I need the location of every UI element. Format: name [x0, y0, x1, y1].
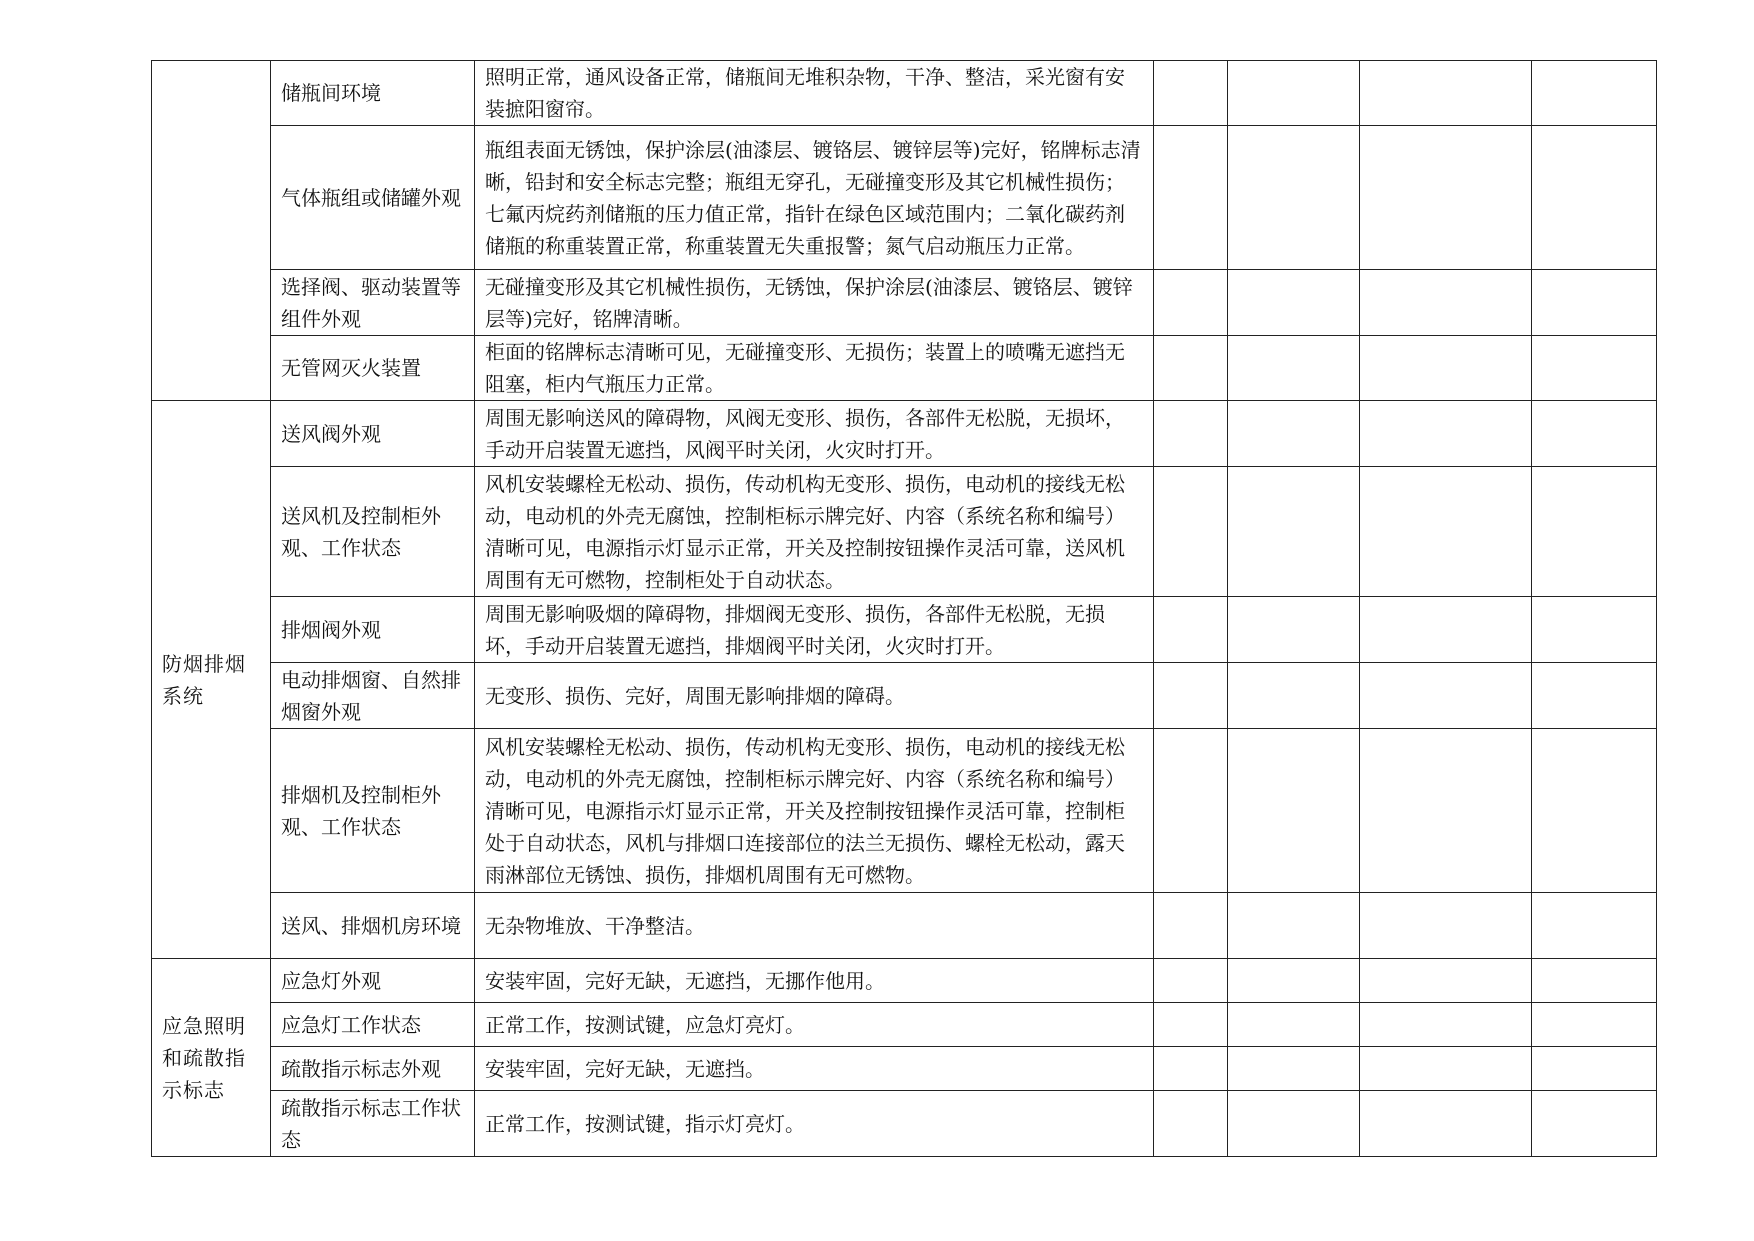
- table-row: [152, 401, 1657, 467]
- blank-check-cell[interactable]: [1360, 336, 1532, 401]
- blank-check-cell[interactable]: [1154, 959, 1228, 1003]
- item-cell: 电动排烟窗、自然排烟窗外观: [271, 663, 475, 729]
- requirement-cell: 照明正常，通风设备正常，储瓶间无堆积杂物，干净、整洁，采光窗有安装摭阳窗帘。: [475, 61, 1154, 126]
- blank-check-cell[interactable]: [1228, 597, 1360, 663]
- blank-check-cell[interactable]: [1154, 1047, 1228, 1091]
- blank-check-cell[interactable]: [1228, 1047, 1360, 1091]
- blank-check-cell[interactable]: [1228, 336, 1360, 401]
- category-cell: 防烟排烟系统: [152, 401, 271, 959]
- table-row: [152, 126, 1657, 270]
- blank-check-cell[interactable]: [1532, 959, 1657, 1003]
- blank-check-cell[interactable]: [1360, 729, 1532, 893]
- requirement-cell: 柜面的铭牌标志清晰可见，无碰撞变形、无损伤；装置上的喷嘴无遮挡无阻塞，柜内气瓶压力正常。: [475, 336, 1154, 401]
- item-cell: 送风、排烟机房环境: [271, 893, 475, 959]
- blank-check-cell[interactable]: [1228, 270, 1360, 336]
- blank-check-cell[interactable]: [1228, 893, 1360, 959]
- blank-check-cell[interactable]: [1360, 1047, 1532, 1091]
- blank-check-cell[interactable]: [1360, 597, 1532, 663]
- blank-check-cell[interactable]: [1360, 1003, 1532, 1047]
- requirement-cell: 正常工作，按测试键，指示灯亮灯。: [475, 1091, 1154, 1157]
- blank-check-cell[interactable]: [1360, 959, 1532, 1003]
- table-row: [152, 1047, 1657, 1091]
- blank-check-cell[interactable]: [1360, 893, 1532, 959]
- item-cell: 应急灯工作状态: [271, 1003, 475, 1047]
- blank-check-cell[interactable]: [1228, 959, 1360, 1003]
- blank-check-cell[interactable]: [1228, 729, 1360, 893]
- requirement-cell: 周围无影响吸烟的障碍物，排烟阀无变形、损伤，各部件无松脱，无损坏，手动开启装置无遮挡，排烟阀平时关闭，火灾时打开。: [475, 597, 1154, 663]
- requirement-cell: 无杂物堆放、干净整洁。: [475, 893, 1154, 959]
- blank-check-cell[interactable]: [1532, 401, 1657, 467]
- blank-check-cell[interactable]: [1228, 1003, 1360, 1047]
- requirement-cell: 风机安装螺栓无松动、损伤，传动机构无变形、损伤，电动机的接线无松动，电动机的外壳无腐蚀，控制柜标示牌完好、内容（系统名称和编号）清晰可见，电源指示灯显示正常，开关及控制按钮操作灵活可靠，控制柜处于自动状态，风机与排烟口连接部位的法兰无损伤、螺栓无松动，露天雨淋部位无锈蚀、损伤，排烟机周围有无可燃物。: [475, 729, 1154, 893]
- item-cell: 送风机及控制柜外观、工作状态: [271, 467, 475, 597]
- blank-check-cell[interactable]: [1154, 663, 1228, 729]
- blank-check-cell[interactable]: [1154, 270, 1228, 336]
- blank-check-cell[interactable]: [1360, 1091, 1532, 1157]
- blank-check-cell[interactable]: [1154, 729, 1228, 893]
- table-row: [152, 663, 1657, 729]
- table-row: [152, 336, 1657, 401]
- blank-check-cell[interactable]: [1532, 893, 1657, 959]
- blank-check-cell[interactable]: [1154, 126, 1228, 270]
- blank-check-cell[interactable]: [1360, 270, 1532, 336]
- blank-check-cell[interactable]: [1532, 126, 1657, 270]
- blank-check-cell[interactable]: [1532, 729, 1657, 893]
- blank-check-cell[interactable]: [1532, 467, 1657, 597]
- blank-check-cell[interactable]: [1228, 126, 1360, 270]
- blank-check-cell[interactable]: [1154, 61, 1228, 126]
- inspection-table: [151, 60, 1657, 1157]
- requirement-cell: 安装牢固，完好无缺，无遮挡。: [475, 1047, 1154, 1091]
- item-cell: 应急灯外观: [271, 959, 475, 1003]
- table-row: [152, 61, 1657, 126]
- blank-check-cell[interactable]: [1532, 1091, 1657, 1157]
- table-row: [152, 467, 1657, 597]
- table-row: [152, 729, 1657, 893]
- blank-check-cell[interactable]: [1532, 663, 1657, 729]
- blank-check-cell[interactable]: [1154, 467, 1228, 597]
- blank-check-cell[interactable]: [1154, 1003, 1228, 1047]
- requirement-cell: 风机安装螺栓无松动、损伤，传动机构无变形、损伤，电动机的接线无松动，电动机的外壳无腐蚀，控制柜标示牌完好、内容（系统名称和编号）清晰可见，电源指示灯显示正常，开关及控制按钮操作灵活可靠，送风机周围有无可燃物，控制柜处于自动状态。: [475, 467, 1154, 597]
- item-cell: 疏散指示标志工作状态: [271, 1091, 475, 1157]
- blank-check-cell[interactable]: [1154, 1091, 1228, 1157]
- item-cell: 排烟机及控制柜外观、工作状态: [271, 729, 475, 893]
- blank-check-cell[interactable]: [1532, 1047, 1657, 1091]
- blank-check-cell[interactable]: [1228, 61, 1360, 126]
- blank-check-cell[interactable]: [1532, 597, 1657, 663]
- requirement-cell: 无碰撞变形及其它机械性损伤，无锈蚀，保护涂层(油漆层、镀铬层、镀锌层等)完好，铭牌清晰。: [475, 270, 1154, 336]
- table-row: [152, 893, 1657, 959]
- blank-check-cell[interactable]: [1532, 61, 1657, 126]
- item-cell: 送风阀外观: [271, 401, 475, 467]
- blank-check-cell[interactable]: [1360, 61, 1532, 126]
- blank-check-cell[interactable]: [1154, 893, 1228, 959]
- blank-check-cell[interactable]: [1154, 401, 1228, 467]
- item-cell: 排烟阀外观: [271, 597, 475, 663]
- requirement-cell: 无变形、损伤、完好，周围无影响排烟的障碍。: [475, 663, 1154, 729]
- blank-check-cell[interactable]: [1360, 401, 1532, 467]
- item-cell: 疏散指示标志外观: [271, 1047, 475, 1091]
- category-cell: 应急照明和疏散指示标志: [152, 959, 271, 1157]
- table-row: [152, 1003, 1657, 1047]
- table-body: [152, 61, 1657, 1157]
- table-row: [152, 270, 1657, 336]
- blank-check-cell[interactable]: [1228, 1091, 1360, 1157]
- blank-check-cell[interactable]: [1532, 1003, 1657, 1047]
- table-row: [152, 1091, 1657, 1157]
- blank-check-cell[interactable]: [1228, 663, 1360, 729]
- blank-check-cell[interactable]: [1228, 467, 1360, 597]
- blank-check-cell[interactable]: [1228, 401, 1360, 467]
- requirement-cell: 周围无影响送风的障碍物，风阀无变形、损伤，各部件无松脱，无损坏，手动开启装置无遮挡，风阀平时关闭，火灾时打开。: [475, 401, 1154, 467]
- blank-check-cell[interactable]: [1360, 126, 1532, 270]
- item-cell: 储瓶间环境: [271, 61, 475, 126]
- requirement-cell: 正常工作，按测试键，应急灯亮灯。: [475, 1003, 1154, 1047]
- blank-check-cell[interactable]: [1154, 597, 1228, 663]
- category-cell: [152, 61, 271, 401]
- requirement-cell: 安装牢固，完好无缺，无遮挡，无挪作他用。: [475, 959, 1154, 1003]
- table-row: [152, 959, 1657, 1003]
- blank-check-cell[interactable]: [1360, 467, 1532, 597]
- blank-check-cell[interactable]: [1532, 336, 1657, 401]
- blank-check-cell[interactable]: [1154, 336, 1228, 401]
- blank-check-cell[interactable]: [1532, 270, 1657, 336]
- item-cell: 气体瓶组或储罐外观: [271, 126, 475, 270]
- table-row: [152, 597, 1657, 663]
- requirement-cell: 瓶组表面无锈蚀，保护涂层(油漆层、镀铬层、镀锌层等)完好，铭牌标志清晰，铅封和安全标志完整；瓶组无穿孔，无碰撞变形及其它机械性损伤；七氟丙烷药剂储瓶的压力值正常，指针在绿色区域范围内；二氧化碳药剂储瓶的称重装置正常，称重装置无失重报警；氮气启动瓶压力正常。: [475, 126, 1154, 270]
- item-cell: 选择阀、驱动装置等组件外观: [271, 270, 475, 336]
- blank-check-cell[interactable]: [1360, 663, 1532, 729]
- item-cell: 无管网灭火装置: [271, 336, 475, 401]
